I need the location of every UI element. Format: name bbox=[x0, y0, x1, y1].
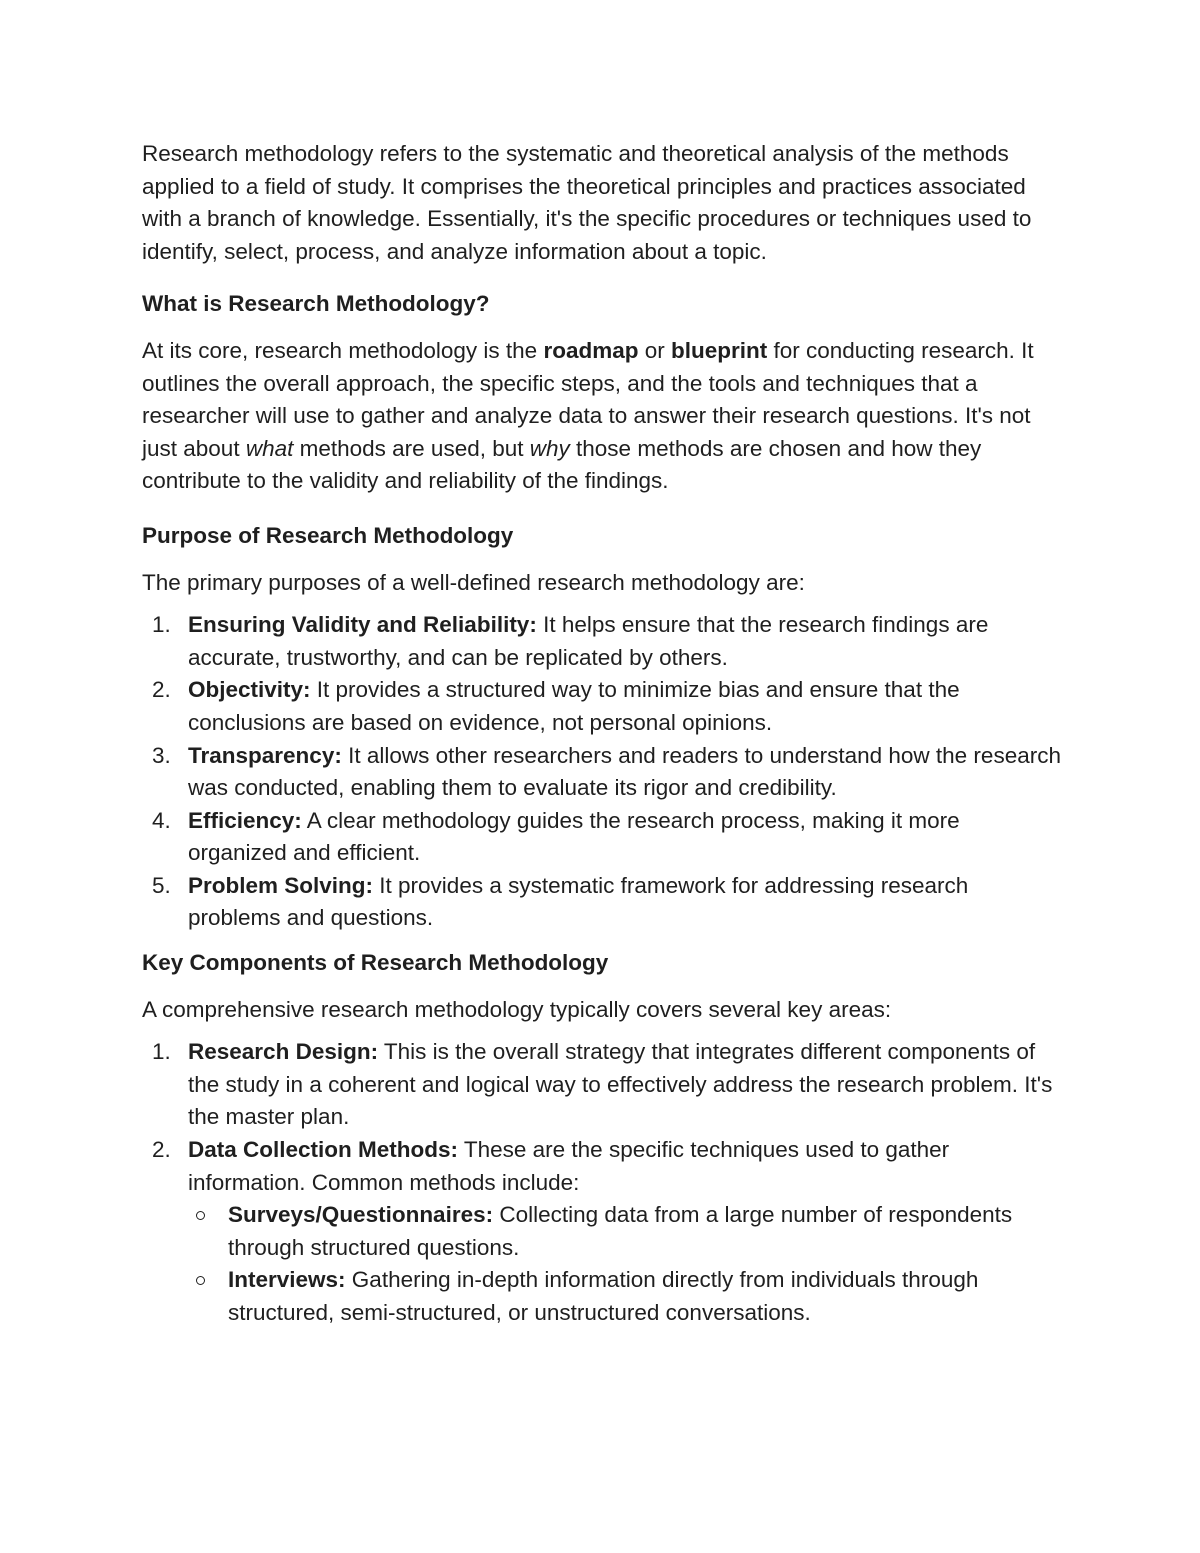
heading-purpose: Purpose of Research Methodology bbox=[142, 522, 514, 548]
what-text-or: or bbox=[638, 337, 671, 363]
roadmap-term: roadmap bbox=[543, 337, 639, 363]
purpose-lead: The primary purposes of a well-defined research methodology are: bbox=[142, 569, 805, 595]
list-text: It allows other researchers and readers to understand how the research was conducted, enabling them to evaluate its rigor and credibility. bbox=[188, 742, 1061, 801]
list-term: Research Design: bbox=[188, 1039, 379, 1065]
list-item bbox=[142, 870, 1062, 935]
list-text: A clear methodology guides the research process, making it more organized and efficient. bbox=[188, 807, 960, 866]
sub-list-text: Collecting data from a large number of respondents through structured questions. bbox=[228, 1202, 1013, 1260]
list-term: Objectivity: bbox=[188, 677, 311, 703]
heading-components: Key Components of Research Methodology bbox=[142, 950, 609, 976]
list-number: 1. bbox=[152, 1039, 171, 1065]
list-number: 2. bbox=[152, 677, 171, 703]
hollow-bullet-icon bbox=[196, 1211, 205, 1220]
heading-what-is: What is Research Methodology? bbox=[142, 291, 490, 317]
purpose-list bbox=[142, 609, 1062, 935]
what-text-2: for conducting research. It outlines the overall approach, the specific steps, and the tools and techniques that a researcher will use to gather and analyze data to answer their research questions. It's not just about bbox=[142, 337, 1034, 461]
list-number: 2. bbox=[152, 1137, 171, 1163]
list-term: Transparency: bbox=[188, 742, 342, 768]
what-text-4: those methods are chosen and how they contribute to the validity and reliability of the findings. bbox=[142, 435, 982, 494]
list-term: Ensuring Validity and Reliability: bbox=[188, 612, 537, 638]
components-list bbox=[142, 1036, 1062, 1329]
intro-paragraph: Research methodology refers to the systematic and theoretical analysis of the methods applied to a field of study. It comprises the theoretical principles and practices associated with a branch of knowledge. Essentially, it's the specific procedures or techniques used to identify, select, process, and analyze information about a topic. bbox=[142, 141, 1032, 264]
list-item bbox=[142, 740, 1062, 805]
sub-list-term: Surveys/Questionnaires: bbox=[228, 1202, 494, 1228]
data-collection-sublist bbox=[188, 1199, 1062, 1329]
list-term: Problem Solving: bbox=[188, 872, 374, 898]
sub-list-term: Interviews: bbox=[228, 1267, 346, 1293]
what-text-3: methods are used, but bbox=[293, 435, 530, 461]
what-is-paragraph bbox=[142, 335, 1062, 498]
list-text: These are the specific techniques used to gather information. Common methods include: bbox=[188, 1137, 950, 1195]
list-item bbox=[142, 805, 1062, 870]
list-text: This is the overall strategy that integrates different components of the study in a coherent and logical way to effectively address the research problem. It's the master plan. bbox=[188, 1039, 1053, 1130]
list-number: 3. bbox=[152, 742, 171, 768]
list-number: 4. bbox=[152, 807, 171, 833]
document-page bbox=[142, 138, 1062, 1342]
list-number: 5. bbox=[152, 872, 171, 898]
list-text: It provides a structured way to minimize bias and ensure that the conclusions are based on evidence, not personal opinions. bbox=[188, 677, 960, 735]
list-item bbox=[142, 1134, 1062, 1330]
components-lead: A comprehensive research methodology typically covers several key areas: bbox=[142, 996, 892, 1022]
list-item bbox=[142, 674, 1062, 739]
sub-list-text: Gathering in-depth information directly from individuals through structured, semi-structured, or unstructured conversations. bbox=[228, 1267, 979, 1325]
blueprint-term: blueprint bbox=[671, 337, 768, 363]
list-term: Efficiency: bbox=[188, 807, 302, 833]
list-item bbox=[142, 609, 1062, 674]
list-number: 1. bbox=[152, 612, 171, 638]
list-term: Data Collection Methods: bbox=[188, 1137, 459, 1163]
why-emphasis: why bbox=[529, 435, 570, 461]
what-emphasis: what bbox=[245, 435, 294, 461]
hollow-bullet-icon bbox=[196, 1276, 205, 1285]
sub-list-item bbox=[188, 1264, 1062, 1329]
list-item bbox=[142, 1036, 1062, 1134]
list-text: It provides a systematic framework for addressing research problems and questions. bbox=[188, 872, 969, 931]
sub-list-item bbox=[188, 1199, 1062, 1264]
what-text-1: At its core, research methodology is the bbox=[142, 337, 544, 363]
list-text: It helps ensure that the research findings are accurate, trustworthy, and can be replicated by others. bbox=[188, 612, 989, 670]
